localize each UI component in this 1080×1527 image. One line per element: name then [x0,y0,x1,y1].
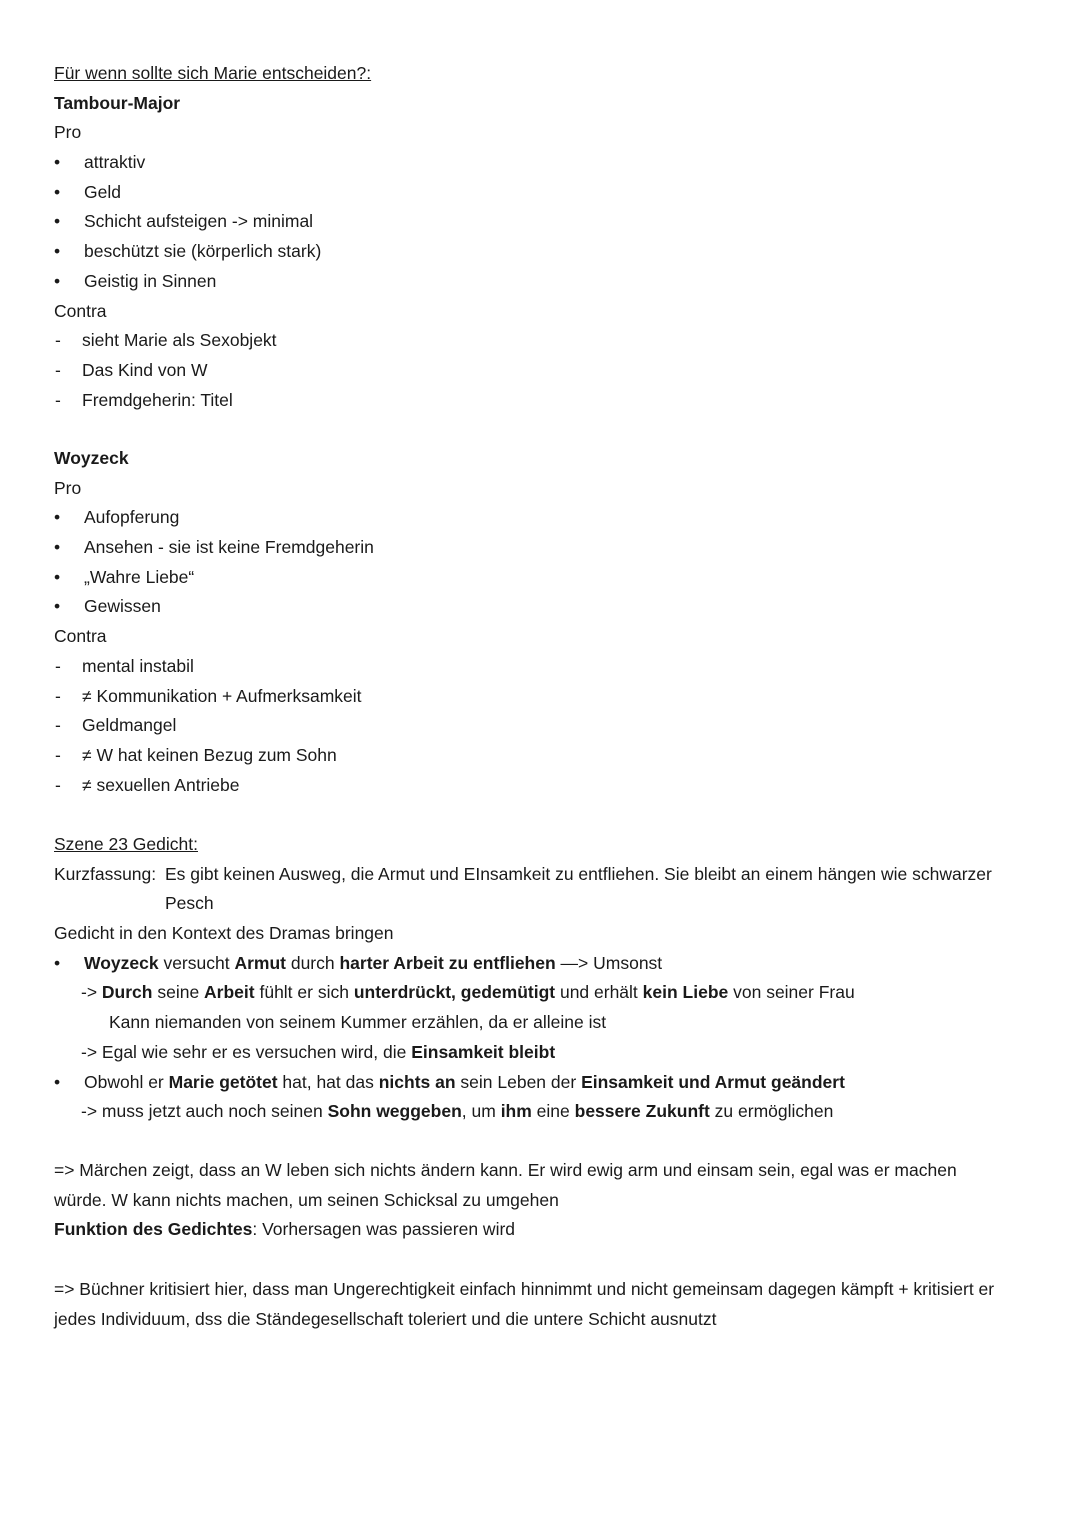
text-span: -> Egal wie sehr er es versuchen wird, die [81,1041,412,1062]
szene-section [54,830,1034,1127]
text-span: Einsamkeit und Armut geändert [581,1071,845,1092]
text-span: hat, hat das [277,1071,379,1092]
text-span: Arbeit [204,982,255,1003]
text-span: durch [285,952,340,973]
kurzfassung-label: Kurzfassung: [54,863,157,884]
tambour-contra-item: - Fremdgeherin: Titel [54,386,1034,416]
woyzeck-pro-label: Pro [54,477,82,498]
text-span: unterdrückt, gedemütigt [353,982,556,1003]
text-span: bessere Zukunft [574,1101,710,1122]
text-span: seine [152,982,205,1003]
szene-heading: Szene 23 Gedicht: [54,834,198,854]
woyzeck-contra-item: - mental instabil [54,652,1034,682]
funktion-text: : Vorhersagen was passieren wird [252,1219,516,1240]
woyzeck-pro-item: • „Wahre Liebe“ [54,563,1034,593]
page-heading: Für wenn sollte sich Marie entscheiden?: [54,63,372,83]
text-span: Obwohl er [84,1071,169,1092]
text-span: -> muss jetzt auch noch seinen [81,1101,328,1122]
tambour-pro-label: Pro [54,122,82,143]
text-span: von seiner Frau [728,982,855,1003]
sub-line-arbeit [54,978,1034,1008]
text-span: eine [531,1101,575,1122]
tambour-section [54,59,1034,415]
tambour-contra-item: - Das Kind von W [54,356,1034,386]
woyzeck-contra-item: - ≠ W hat keinen Bezug zum Sohn [54,741,1034,771]
woyzeck-section [54,444,1034,800]
woyzeck-pro-item: • Ansehen - sie ist keine Fremdgeherin [54,533,1034,563]
text-span: —> Umsonst [555,952,663,973]
text-span: , um [461,1101,501,1122]
text-span: zu ermöglichen [709,1101,834,1122]
woyzeck-pro-item: • Gewissen [54,592,1034,622]
text-span: Durch [101,982,153,1003]
tambour-contra-item: - sieht Marie als Sexobjekt [54,326,1034,356]
tambour-contra-label: Contra [54,300,107,321]
conclusion-maerchen: => Märchen zeigt, dass an W leben sich nichts ändern kann. Er wird ewig arm und einsam sein, egal was er machen würde. W kann nichts machen, um seinen Schicksal zu umgehen [54,1160,957,1210]
text-span: Woyzeck [84,952,159,973]
tambour-title: Tambour-Major [54,92,181,113]
funktion-label: Funktion des Gedichtes [54,1219,253,1240]
text-span: und erhält [555,982,643,1003]
text-span: nichts an [378,1071,456,1092]
sub-line-sohn [54,1097,1034,1127]
text-span: ihm [500,1101,532,1122]
text-span: Einsamkeit bleibt [411,1041,556,1062]
tambour-pro-item: • Geistig in Sinnen [54,267,1034,297]
tambour-pro-item: • Schicht aufsteigen -> minimal [54,207,1034,237]
text-span: Sohn weggeben [327,1101,462,1122]
context-line: Gedicht in den Kontext des Dramas bringen [54,923,394,944]
sub-line-kummer: Kann niemanden von seinem Kummer erzählen, da er alleine ist [109,1012,607,1033]
woyzeck-pro-item: • Aufopferung [54,503,1034,533]
sub-line-einsamkeit [54,1038,1034,1068]
woyzeck-title: Woyzeck [54,448,129,468]
woyzeck-contra-item: - ≠ sexuellen Antriebe [54,771,1034,801]
tambour-pro-item: • beschützt sie (körperlich stark) [54,237,1034,267]
text-span: fühlt er sich [254,982,354,1003]
text-span: -> [81,982,102,1003]
tambour-pro-item: • attraktiv [54,148,1034,178]
conclusion-buechner: => Büchner kritisiert hier, dass man Ungerechtigkeit einfach hinnimmt und nicht gemeinsam dagegen kämpft + kritisiert er jedes Individuum, dss die Ständegesellschaft toleriert und die untere Schicht ausnutzt [54,1279,995,1329]
text-span: versucht [158,952,235,973]
text-span: Marie getötet [168,1071,278,1092]
conclusion-buechner-section [54,1275,1019,1334]
tambour-pro-item: • Geld [54,178,1034,208]
kurzfassung [54,860,1034,919]
woyzeck-contra-item: - Geldmangel [54,711,1034,741]
woyzeck-contra-label: Contra [54,626,107,647]
text-span: Armut [234,952,286,973]
text-span: kein Liebe [642,982,729,1003]
woyzeck-contra-item: - ≠ Kommunikation + Aufmerksamkeit [54,682,1034,712]
bullet-marie-getoetet [54,1068,1034,1098]
funktion-line [54,1215,1014,1245]
text-span: harter Arbeit zu entfliehen [339,952,556,973]
kurzfassung-line: Pesch [165,893,214,914]
bullet-woyzeck-armut [54,949,1034,979]
kurzfassung-line: Es gibt keinen Ausweg, die Armut und EInsamkeit zu entfliehen. Sie bleibt an einem hängen wie schwarzer [165,863,992,884]
text-span: sein Leben der [455,1071,582,1092]
conclusion-section [54,1156,1014,1245]
